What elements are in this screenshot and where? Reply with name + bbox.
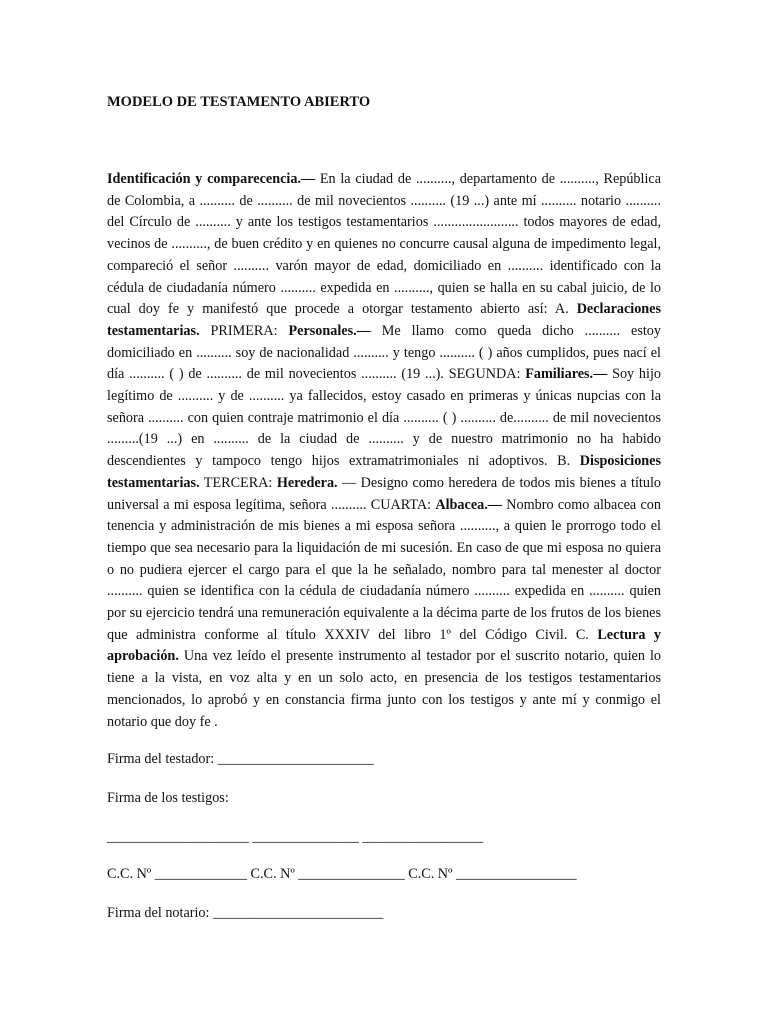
heading-lectura: Lectura y aprobación.	[107, 626, 661, 665]
signature-testador: Firma del testador: ______________________	[107, 751, 374, 767]
heading-personales: Personales.—	[288, 322, 371, 339]
signature-cc-lines: C.C. Nº _____________ C.C. Nº _______________ C.C. Nº _________________	[107, 866, 577, 882]
signature-testigos-label: Firma de los testigos:	[107, 790, 229, 806]
document-body	[107, 169, 661, 733]
body-text-3: Me llamo como queda dicho .......... estoy domiciliado en .......... soy de nacionalidad .......... y tengo .......... ( ) años cumplidos, pues nací el día .......... ( ) de .......... de mil novecientos .......... (19 ...). SEGUNDA:	[107, 322, 661, 383]
body-text-6: — Designo como heredera de todos mis bienes a título universal a mi esposa legítima, señora .......... CUARTA:	[107, 474, 661, 513]
document-title: MODELO DE TESTAMENTO ABIERTO	[107, 94, 371, 110]
heading-heredera: Heredera.	[276, 474, 338, 491]
heading-identificacion: Identificación y comparecencia.—	[107, 171, 316, 187]
heading-declaraciones: Declaraciones testamentarias.	[107, 301, 661, 339]
heading-albacea: Albacea.—	[435, 496, 502, 513]
signature-testigos-lines: ____________________ _______________ _________________	[107, 829, 483, 845]
body-text-2: PRIMERA:	[199, 322, 289, 339]
heading-disposiciones: Disposiciones testamentarias.	[107, 453, 661, 491]
body-text-1: En la ciudad de .........., departamento de .........., República de Colombia, a .......... de .......... de mil novecientos .......... (19 ...) ante mí .......... notario .......... del Círculo de .......... y ante los testigos testamentarios ........................ todos mayores de edad, vecinos de .........., de buen crédito y en quienes no concurre causal alguna de impedimento legal, compareció el señor .......... varón mayor de edad, domiciliado en .......... identificado con la cédula de ciudadanía número .......... expedida en .........., quien se halla en su cabal juicio, de lo cual doy fe y manifestó que procede a otorgar testamento abierto así: A.	[107, 171, 661, 318]
body-text-8: Una vez leído el presente instrumento al testador por el suscrito notario, quien lo tiene a la vista, en voz alta y en un solo acto, en presencia de los testigos testamentarios mencionados, lo aprobó y en constancia firma junto con los testigos y ante mí y conmigo el notario que doy fe .	[107, 648, 661, 730]
body-text-4: Soy hijo legítimo de .......... y de .......... ya fallecidos, estoy casado en primeras y únicas nupcias con la señora .......... con quien contraje matrimonio el día .......... ( ) .......... de.......... de mil novecientos .........(19 ...) en .......... de la ciudad de .......... y de nuestro matrimonio no ha habido descendientes y tampoco tengo hijos extramatrimoniales ni adoptivos. B.	[107, 366, 661, 470]
body-text-7: Nombro como albacea con tenencia y administración de mis bienes a mi esposa señora .........., a quien le prorrogo todo el tiempo que sea necesario para la liquidación de mi sucesión. En caso de que mi esposa no quiera o no pudiera ejercer el cargo para el que la he señalado, nombro para tal menester al doctor .......... quien se identifica con la cédula de ciudadanía número .......... expedida en .......... quien por su ejercicio tendrá una remuneración equivalente a la décima parte de los frutos de los bienes que administra conforme al título XXXIV del libro 1º del Código Civil. C.	[107, 496, 661, 643]
heading-familiares: Familiares.—	[525, 366, 608, 383]
signature-notario: Firma del notario: ________________________	[107, 905, 384, 921]
body-text-5: TERCERA:	[199, 474, 277, 491]
